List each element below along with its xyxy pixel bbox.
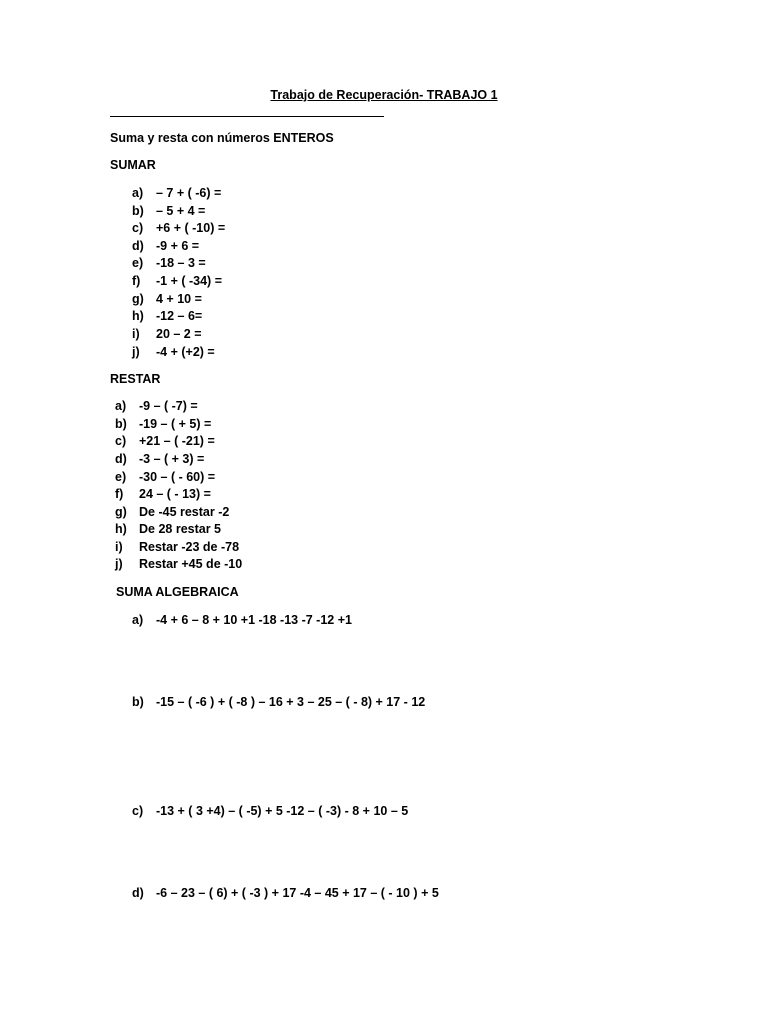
item-text: +21 – ( -21) = xyxy=(139,434,215,448)
item-label: h) xyxy=(132,309,144,323)
item-text: Restar -23 de -78 xyxy=(139,540,240,554)
item-text: -3 – ( + 3) = xyxy=(139,452,205,466)
section-heading-suma-algebraica: SUMA ALGEBRAICA xyxy=(116,585,239,599)
item-label: a) xyxy=(132,613,144,627)
item-label: c) xyxy=(132,804,144,818)
item-label: d) xyxy=(132,886,144,900)
item-label: c) xyxy=(115,434,127,448)
item-label: a) xyxy=(132,186,144,200)
item-label: a) xyxy=(115,399,127,413)
item-text: -13 + ( 3 +4) – ( -5) + 5 -12 – ( -3) - 8 + 10 – 5 xyxy=(156,804,409,818)
item-label: g) xyxy=(132,292,144,306)
item-label: d) xyxy=(115,452,127,466)
item-text: -15 – ( -6 ) + ( -8 ) – 16 + 3 – 25 – ( - 8) + 17 - 12 xyxy=(156,695,426,709)
item-text: 24 – ( - 13) = xyxy=(139,487,211,501)
item-label: b) xyxy=(115,417,127,431)
item-text: -6 – 23 – ( 6) + ( -3 ) + 17 -4 – 45 + 17 – ( - 10 ) + 5 xyxy=(156,886,439,900)
item-text: -9 – ( -7) = xyxy=(139,399,198,413)
section-heading-restar: RESTAR xyxy=(110,372,161,386)
item-label: e) xyxy=(132,256,144,270)
item-label: j) xyxy=(132,345,140,359)
item-text: -18 – 3 = xyxy=(156,256,206,270)
item-text: – 7 + ( -6) = xyxy=(156,186,222,200)
item-text: De 28 restar 5 xyxy=(139,522,222,536)
item-text: -1 + ( -34) = xyxy=(156,274,222,288)
item-text: -9 + 6 = xyxy=(156,239,200,253)
item-label: c) xyxy=(132,221,144,235)
item-text: -19 – ( + 5) = xyxy=(139,417,212,431)
item-text: +6 + ( -10) = xyxy=(156,221,226,235)
item-label: g) xyxy=(115,505,127,519)
item-label: f) xyxy=(115,487,124,501)
item-text: Restar +45 de -10 xyxy=(139,557,243,571)
item-text: 20 – 2 = xyxy=(156,327,202,341)
item-label: e) xyxy=(115,470,127,484)
subtitle: Suma y resta con números ENTEROS xyxy=(110,131,334,145)
item-label: f) xyxy=(132,274,141,288)
name-blank-line xyxy=(110,116,384,117)
item-label: b) xyxy=(132,204,144,218)
item-text: -4 + (+2) = xyxy=(156,345,215,359)
item-label: j) xyxy=(115,557,123,571)
page-title: Trabajo de Recuperación- TRABAJO 1 xyxy=(270,88,498,102)
section-heading-sumar: SUMAR xyxy=(110,158,156,172)
item-label: h) xyxy=(115,522,127,536)
item-label: d) xyxy=(132,239,144,253)
item-label: i) xyxy=(132,327,140,341)
item-text: -4 + 6 – 8 + 10 +1 -18 -13 -7 -12 +1 xyxy=(156,613,352,627)
item-text: De -45 restar -2 xyxy=(139,505,230,519)
item-text: -30 – ( - 60) = xyxy=(139,470,216,484)
item-text: – 5 + 4 = xyxy=(156,204,206,218)
item-text: -12 – 6= xyxy=(156,309,203,323)
item-text: 4 + 10 = xyxy=(156,292,202,306)
item-label: b) xyxy=(132,695,144,709)
item-label: i) xyxy=(115,540,123,554)
